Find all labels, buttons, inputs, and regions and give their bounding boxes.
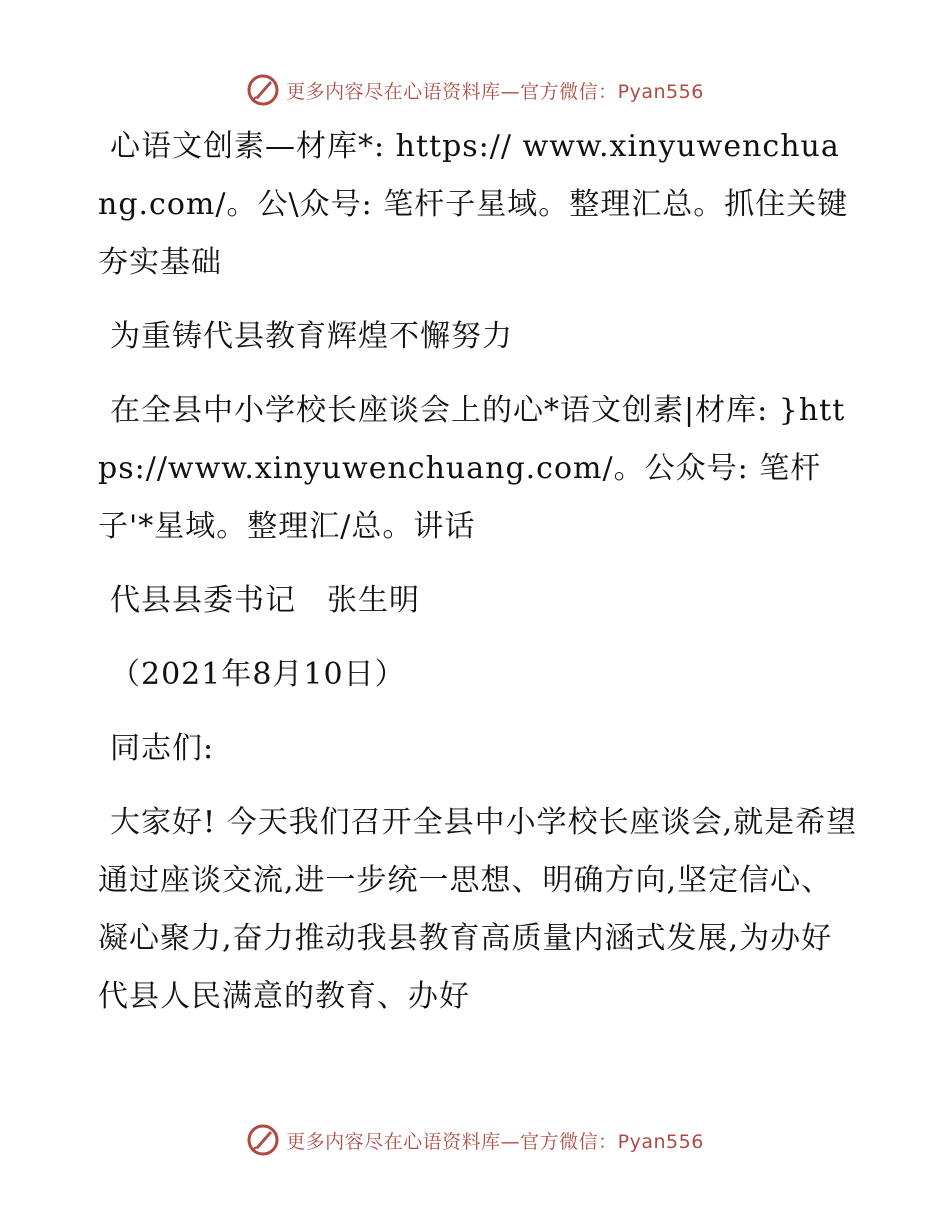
header-banner-text: 更多内容尽在心语资料库—官方微信：Pyan556 [286,80,704,103]
author-line: 代县县委书记 张生明 [110,583,420,618]
document-title: 为重铸代县教育辉煌不懈努力 [110,319,513,354]
footer-banner [0,1120,950,1160]
salutation: 同志们: [110,731,215,766]
footer-banner-text: 更多内容尽在心语资料库—官方微信：Pyan556 [286,1130,704,1153]
quill-logo-icon [246,73,280,107]
date-line: （2021年8月10日） [110,657,406,692]
header-banner [0,70,950,110]
quill-logo-icon [246,1123,280,1157]
document-body [98,118,858,1042]
document-subtitle: 在全县中小学校长座谈会上的心*语文创素|材库: }https://www.xinyuwenchuang.com/。公众号: 笔杆子'*星域。整理汇/总。讲话 [98,393,846,544]
body-paragraph: 大家好! 今天我们召开全县中小学校长座谈会,就是希望通过座谈交流,进一步统一思想、明确方向,坚定信心、凝心聚力,奋力推动我县教育高质量内涵式发展,为办好代县人民满意的教育、办好 [98,805,858,1014]
paragraph-source-note: 心语文创素—材库*: https:// www.xinyuwenchuang.com/。公\众号: 笔杆子星域。整理汇总。抓住关键夯实基础 [98,129,849,280]
